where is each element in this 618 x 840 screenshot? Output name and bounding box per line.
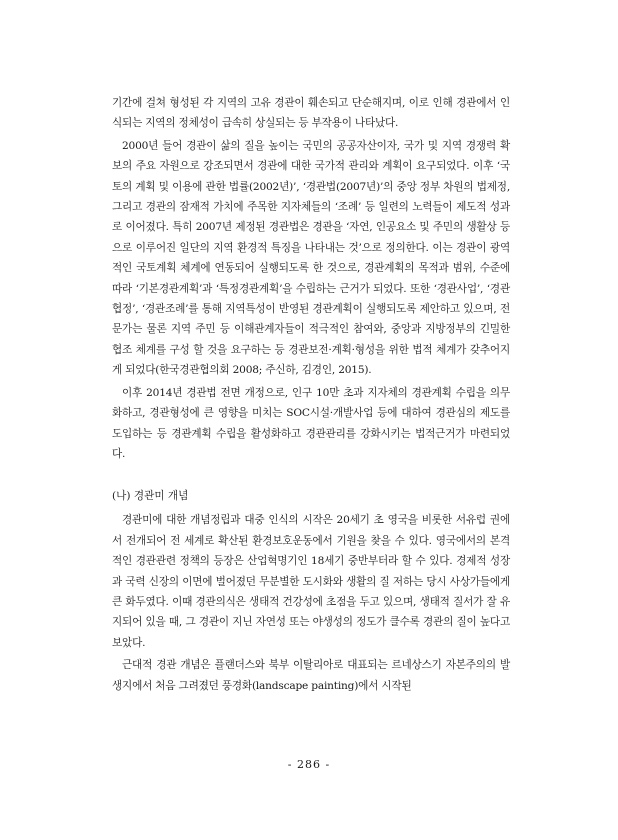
paragraph-5: 근대적 경관 개념은 플랜더스와 북부 이탈리아로 대표되는 르네상스기 자본주의의 발생지에서 처음 그려졌던 풍경화(landscape painting)에서 시작된 [112, 659, 510, 692]
paragraph-2: 2000년 들어 경관이 삶의 질을 높이는 국민의 공공자산이자, 국가 및 지역 경쟁력 확보의 주요 자원으로 강조되면서 경관에 대한 국가적 관리와 계획이 요구되었다. 이후 ‘국토의 계획 및 이용에 관한 법률(2002년)’, ‘경관법(2007년)’의 중앙 정부 차원의 법제정, 그리고 경관의 잠재적 가치에 주목한 지자체들의 ‘조례’ 등 일련의 노력들이 제도적 성과로 이어졌다. 특히 2007년 제정된 경관법은 경관을 ‘자연, 인공요소 및 주민의 생활상 등으로 이루어진 일단의 지역 환경적 특징을 나타내는 것’으로 정의한다. 이는 경관이 광역적인 국토계획 체계에 연동되어 실행되도록 한 것으로, 경관계획의 목적과 범위, 수준에 따라 ‘기본경관계획’과 ‘특정경관계획’을 수립하는 근거가 되었다. 또한 ‘경관사업’, ‘경관협정’, ‘경관조례’를 통해 지역특성이 반영된 경관계획이 실행되도록 제안하고 있으며, 전문가는 물론 지역 주민 등 이해관계자들이 적극적인 참여와, 중앙과 지방정부의 긴밀한 협조 체계를 구성 할 것을 요구하는 등 경관보전·계획·형성을 위한 법적 체계가 갖추어지게 되었다(한국경관협의회 2008; 주신하, 김경인, 2015). [112, 139, 510, 377]
paragraph-1: 기간에 걸쳐 형성된 각 지역의 고유 경관이 훼손되고 단순해지며, 이로 인해 경관에서 인식되는 지역의 정체성이 급속히 상실되는 등 부작용이 나타났다. [112, 97, 510, 130]
page-number: - 286 - [287, 758, 331, 771]
document-body [112, 93, 510, 696]
section-heading: (나) 경관미 개념 [112, 490, 189, 503]
paragraph-4: 경관미에 대한 개념정립과 대중 인식의 시작은 20세기 초 영국을 비롯한 서유럽 권에서 전개되어 전 세계로 확산된 환경보호운동에서 기원을 찾을 수 있다. 영국에서의 본격적인 경관관련 정책의 등장은 산업혁명기인 18세기 중반부터라 할 수 있다. 경제적 성장과 국력 신장의 이면에 벌어졌던 무분별한 도시화와 생활의 질 저하는 당시 사상가들에게 큰 화두였다. 이때 경관의식은 생태적 건강성에 초점을 두고 있으며, 생태적 질서가 잘 유지되어 있을 때, 그 경관이 지닌 자연성 또는 야생성의 정도가 클수록 경관의 질이 높다고 보았다. [112, 514, 510, 649]
paragraph-3: 이후 2014년 경관법 전면 개정으로, 인구 10만 초과 지자체의 경관계획 수립을 의무화하고, 경관형성에 큰 영향을 미치는 SOC시설·개발사업 등에 대하여 경관심의 제도를 도입하는 등 경관계획 수립을 활성화하고 경관관리를 강화시키는 법적근거가 마련되었다. [112, 386, 510, 460]
